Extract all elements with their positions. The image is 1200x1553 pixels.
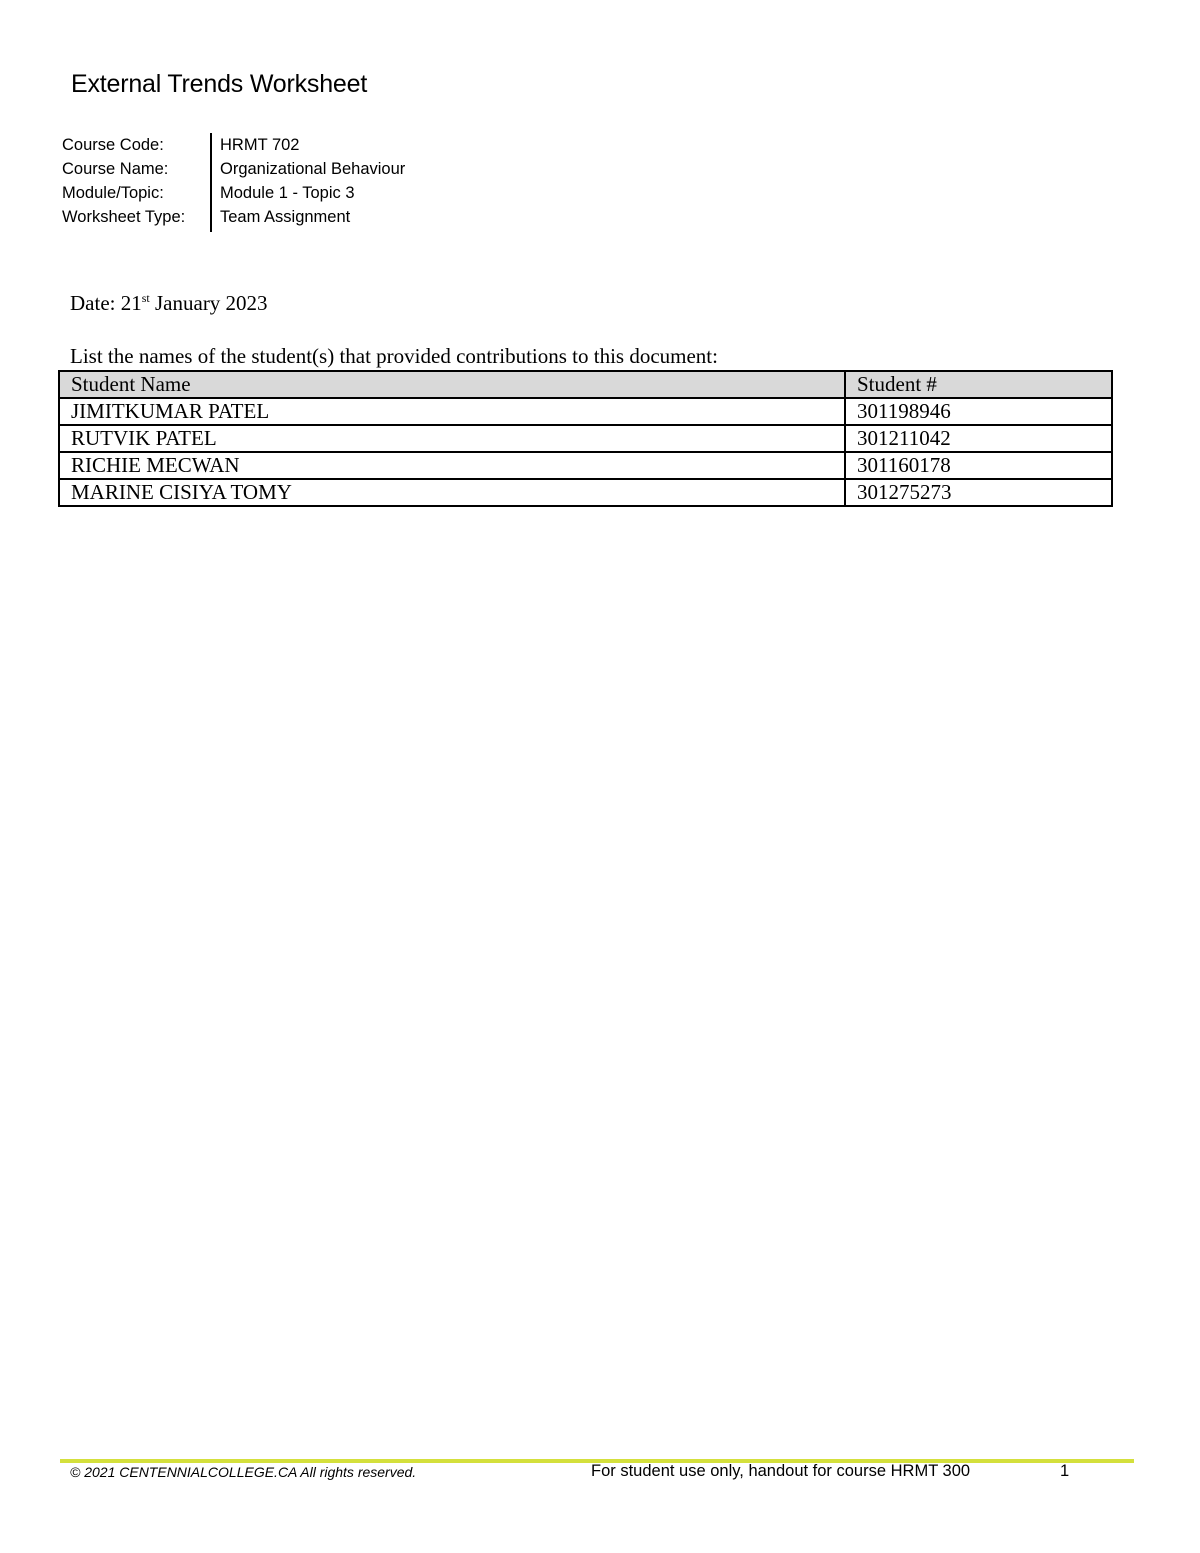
student-number-header: Student # [845, 371, 1112, 398]
page-number: 1 [1060, 1462, 1070, 1480]
module-topic-label: Module/Topic: [62, 184, 164, 202]
date-line [70, 291, 268, 316]
course-info-labels [62, 133, 210, 232]
student-name-cell: RUTVIK PATEL [59, 425, 845, 452]
module-topic-value: Module 1 - Topic 3 [220, 184, 355, 202]
student-number-cell: 301211042 [845, 425, 1112, 452]
table-row [59, 452, 1112, 479]
date-prefix: Date: 21 [70, 291, 142, 315]
table-row [59, 479, 1112, 506]
table-row [59, 398, 1112, 425]
student-name-cell: JIMITKUMAR PATEL [59, 398, 845, 425]
student-name-header: Student Name [59, 371, 845, 398]
table-header-row [59, 371, 1112, 398]
table-row [59, 425, 1112, 452]
course-name-value: Organizational Behaviour [220, 160, 406, 178]
date-rest: January 2023 [149, 291, 268, 315]
date-ordinal-suffix: st [141, 291, 150, 305]
course-info-values [220, 133, 405, 232]
worksheet-title: External Trends Worksheet [71, 70, 368, 98]
course-info-block [62, 133, 405, 232]
course-info-divider [210, 133, 212, 232]
course-code-label: Course Code: [62, 136, 164, 154]
student-number-cell: 301160178 [845, 452, 1112, 479]
footer-note: For student use only, handout for course HRMT 300 [591, 1462, 971, 1480]
course-code-value: HRMT 702 [220, 136, 300, 154]
student-name-cell: RICHIE MECWAN [59, 452, 845, 479]
student-number-cell: 301198946 [845, 398, 1112, 425]
worksheet-type-value: Team Assignment [220, 208, 351, 226]
students-table [58, 370, 1113, 507]
course-name-label: Course Name: [62, 160, 169, 178]
contributors-instruction: List the names of the student(s) that provided contributions to this document: [70, 344, 718, 368]
student-name-cell: MARINE CISIYA TOMY [59, 479, 845, 506]
footer-copyright: © 2021 CENTENNIALCOLLEGE.CA All rights reserved. [70, 1464, 417, 1480]
student-number-cell: 301275273 [845, 479, 1112, 506]
worksheet-type-label: Worksheet Type: [62, 208, 186, 226]
